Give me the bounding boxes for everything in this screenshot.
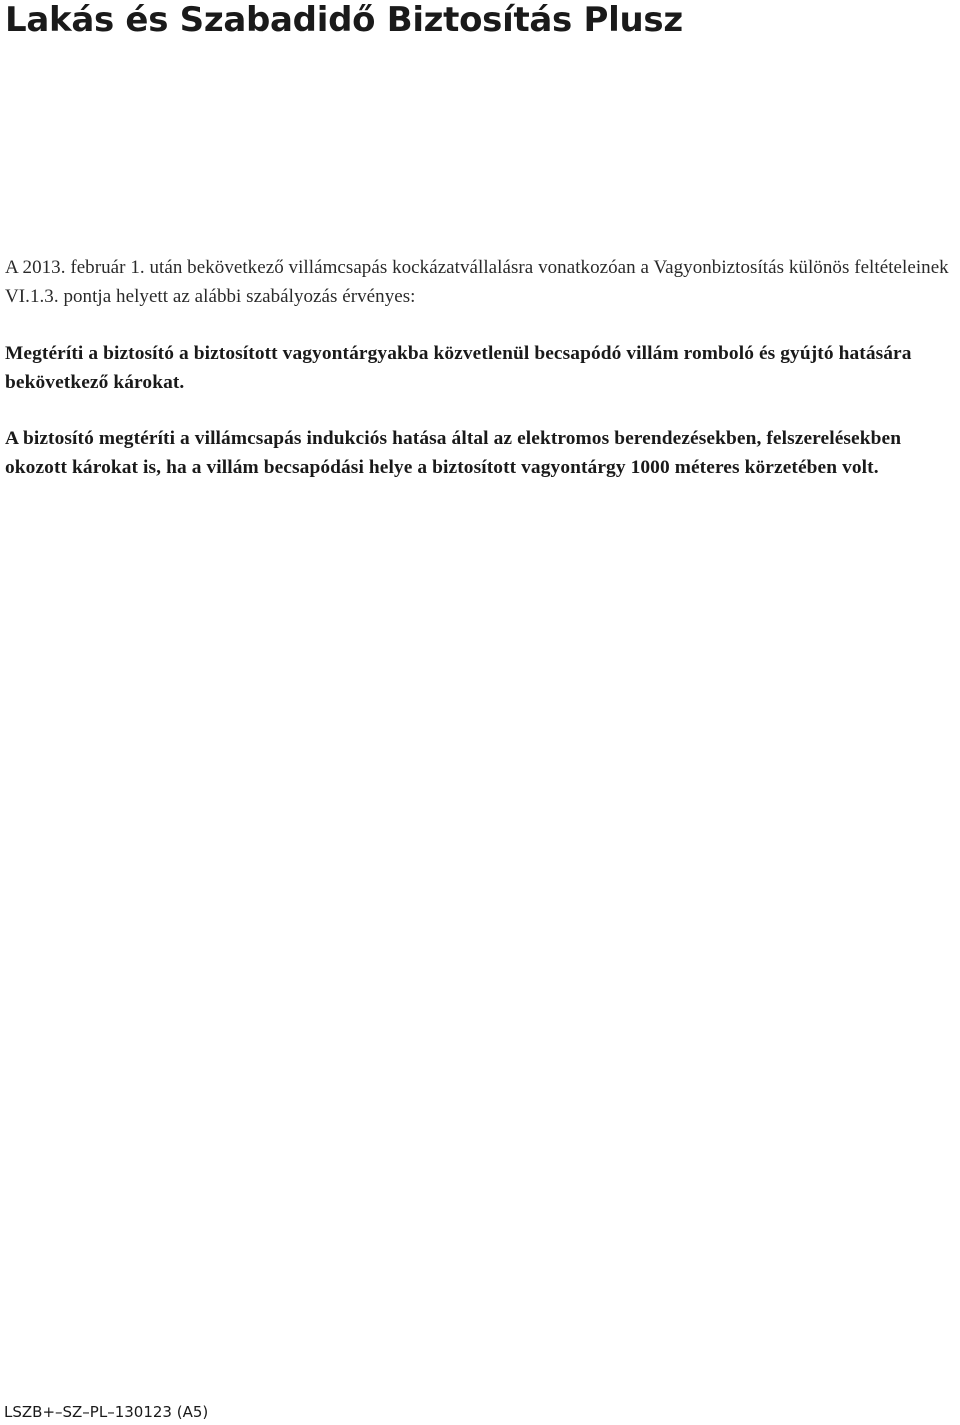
coverage-paragraph-induction: A biztosító megtéríti a villámcsapás indukciós hatása által az elektromos berendezésekben, felszerelésekben okozott károkat is, ha a villám becsapódási helye a biztosított vagyontárgy 1000 méteres körzetében volt. bbox=[5, 428, 902, 478]
intro-paragraph: A 2013. február 1. után bekövetkező villámcsapás kockázatvállalásra vonatkozóan a Vagyonbiztosítás különös feltételeinek VI.1.3. pontja helyett az alábbi szabályozás érvényes: bbox=[5, 257, 949, 307]
document-code-footer: LSZB+–SZ–PL–130123 (A5) bbox=[4, 1403, 209, 1421]
document-title: Lakás és Szabadidő Biztosítás Plusz bbox=[5, 0, 683, 40]
coverage-paragraph-direct-strike: Megtéríti a biztosító a biztosított vagyontárgyakba közvetlenül becsapódó villám romboló és gyújtó hatására bekövetkező károkat. bbox=[5, 343, 912, 393]
